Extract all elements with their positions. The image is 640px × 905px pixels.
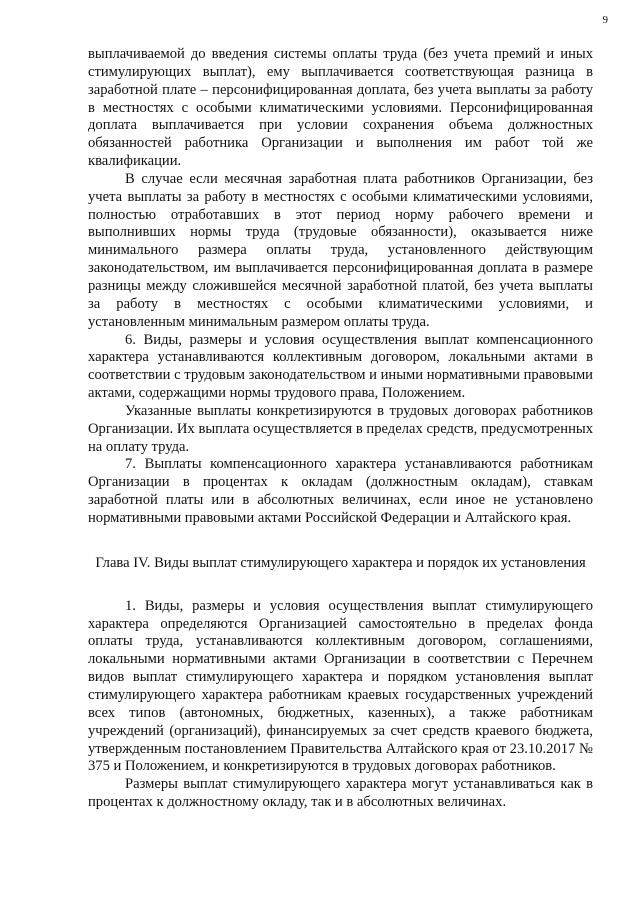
paragraph: 7. Выплаты компенсационного характера устанавливаются работникам Организации в процентах к окладам (должностным окладам), ставкам заработной платы или в абсолютных величинах, если иное не установлено нормативными правовыми актами Российской Федерации и Алтайского края. <box>88 456 593 526</box>
chapter-heading: Глава IV. Виды выплат стимулирующего характера и порядок их установления <box>95 554 586 571</box>
document-body <box>88 46 593 812</box>
paragraph: В случае если месячная заработная плата работников Организации, без учета выплаты за работу в местностях с особыми климатическими условиями, полностью отработавших в этот период норму рабочего времени и выполнивших нормы труда (трудовые обязанности), оказывается ниже минимального размера оплаты труда, установленного действующим законодательством, им выплачивается персонифицированная доплата в размере разницы между сложившейся месячной заработной платой, без учета выплаты за работу в местностях с особыми климатическими условиями, и установленным минимальным размером оплаты труда. <box>88 170 593 330</box>
paragraph: Указанные выплаты конкретизируются в трудовых договорах работников Организации. Их выплата осуществляется в пределах средств, предусмотренных на оплату труда. <box>88 402 593 455</box>
page-number: 9 <box>602 14 608 26</box>
paragraph: Размеры выплат стимулирующего характера могут устанавливаться как в процентах к должностному окладу, так и в абсолютных величинах. <box>88 776 593 811</box>
paragraph: 1. Виды, размеры и условия осуществления выплат стимулирующего характера определяются Организацией самостоятельно в пределах фонда оплаты труда, устанавливаются коллективным договором, соглашениями, локальными нормативными актами Организации в соответствии с Перечнем видов выплат стимулирующего характера и порядком установления выплат стимулирующего характера работникам краевых государственных учреждений всех типов (автономных, бюджетных, казенных), а также работникам учреждений (организаций), финансируемых за счет средств краевого бюджета, утвержденным постановлением Правительства Алтайского края от 23.10.2017 № 375 и Положением, и конкретизируются в трудовых договорах работников. <box>88 597 593 775</box>
paragraph: 6. Виды, размеры и условия осуществления выплат компенсационного характера устанавливаются коллективным договором, локальными актами в соответствии с трудовым законодательством и иными нормативными правовыми актами, содержащими нормы трудового права, Положением. <box>88 331 593 402</box>
paragraph: выплачиваемой до введения системы оплаты труда (без учета премий и иных стимулирующих выплат), ему выплачивается соответствующая разница в заработной плате – персонифицированная доплата, без учета выплаты за работу в местностях с особыми климатическими условиями. Персонифицированная доплата выплачивается при условии сохранения объема должностных обязанностей работника Организации и выполнения им работ той же квалификации. <box>88 46 593 170</box>
